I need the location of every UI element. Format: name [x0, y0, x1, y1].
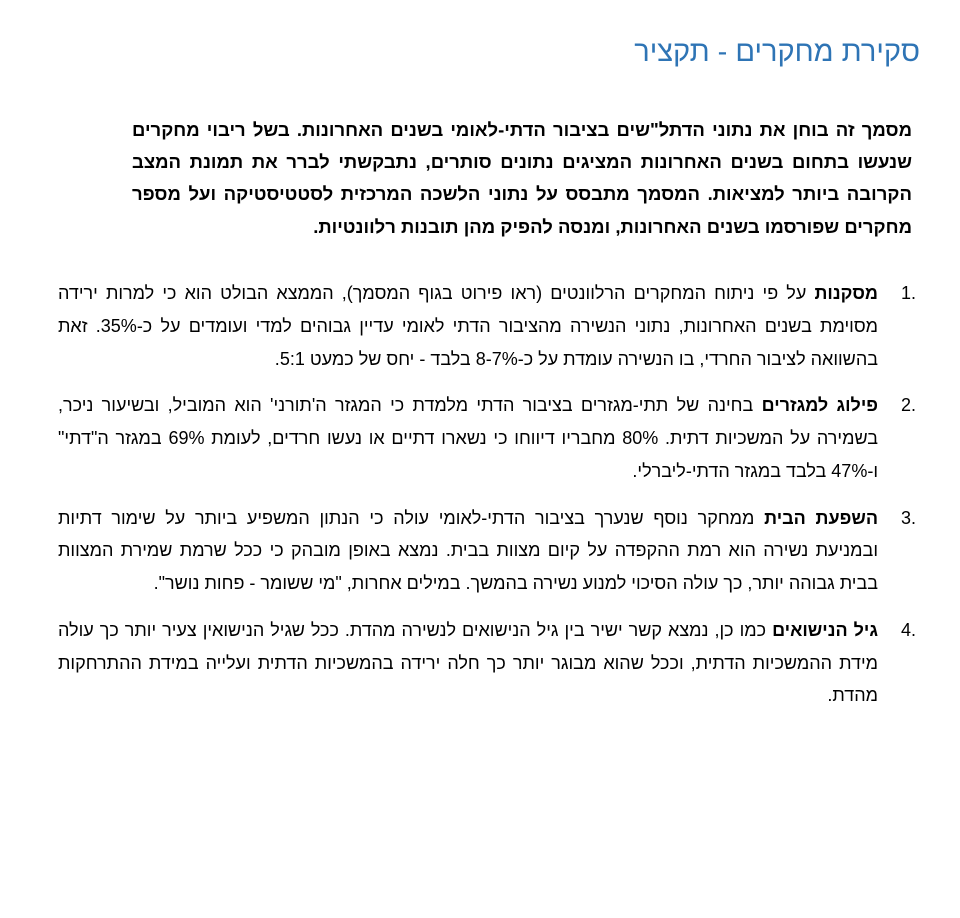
points-list [40, 277, 920, 712]
point-lead: פילוג למגזרים [761, 395, 878, 416]
point-body: בחינה של תתי-מגזרים בציבור הדתי מלמדת כי המגזר ה'תורני' הוא המוביל, ובשיעור ניכר, בשמירה על המשכיות דתית. 80% מחבריו דיווחו כי נשארו דתיים או נעשו חרדים, לעומת 69% במגזר ה"דתי" ו-47% בלבד במגזר הדתי-ליברלי. [58, 395, 879, 481]
point-body: על פי ניתוח המחקרים הרלוונטים (ראו פירוט בגוף המסמך), הממצא הבולט הוא כי למרות ירידה מסוימת בשנים האחרונות, נתוני הנשירה מהציבור הדתי לאומי עדיין גבוהים למדי ועומדים על כ-35%. זאת בהשוואה לציבור החרדי, בו הנשירה עומדת על כ-7%-8 בלבד - יחס של כמעט 5:1. [58, 283, 879, 369]
list-item [58, 277, 920, 375]
point-body: ממחקר נוסף שנערך בציבור הדתי-לאומי עולה כי הנתון המשפיע ביותר על שימור דתיות ובמניעת נשירה הוא רמת ההקפדה על קיום מצוות בבית. נמצא באופן מובהק כי ככל שרמת שמירת המצוות בבית גבוהה יותר, כך עולה הסיכוי למנוע נשירה בהמשך. במילים אחרות, "מי ששומר - פחות נושר". [58, 507, 878, 594]
point-body: כמו כן, נמצא קשר ישיר בין גיל הנישואים לנשירה מהדת. ככל שגיל הנישואין צעיר יותר כך עולה מידת ההמשכיות הדתית, וככל שהוא מבוגר יותר כך חלה ירידה בהמשכיות הדתית ועלייה במידת ההתרחקות מהדת. [58, 619, 878, 706]
list-item [58, 614, 920, 712]
page-title: סקירת מחקרים - תקציר [634, 36, 920, 68]
point-lead: גיל הנישואים [772, 619, 878, 640]
list-item [58, 502, 920, 600]
point-lead: השפעת הבית [764, 507, 878, 528]
list-item [58, 389, 920, 487]
point-lead: מסקנות [814, 283, 878, 304]
intro-paragraph: מסמך זה בוחן את נתוני הדתל"שים בציבור הדתי-לאומי בשנים האחרונות. בשל ריבוי מחקרים שנעשו בתחום בשנים האחרונות המציגים נתונים סותרים, נתבקשתי לברר את תמונת המצב הקרובה ביותר למציאות. המסמך מתבסס על נתוני הלשכה המרכזית לסטטיסטיקה ועל מספר מחקרים שפורסמו בשנים האחרונות, ומנסה להפיק מהן תובנות רלוונטיות. [132, 118, 912, 237]
